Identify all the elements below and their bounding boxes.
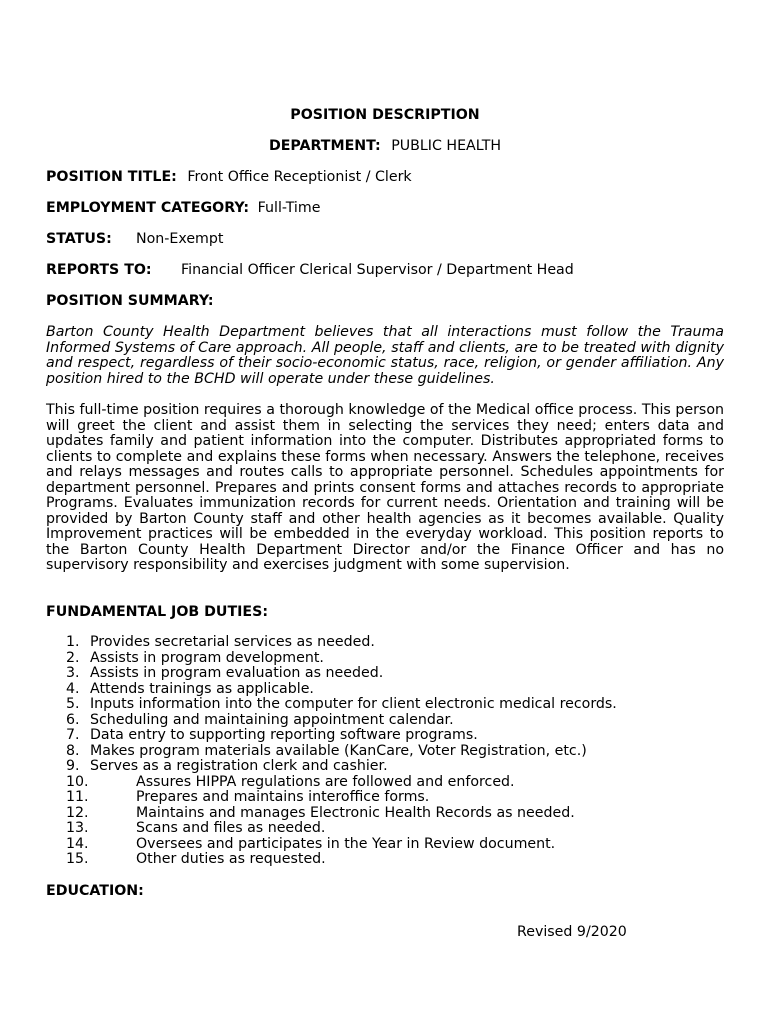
department-value: PUBLIC HEALTH	[391, 138, 502, 154]
list-item	[46, 682, 726, 698]
summary-italic-paragraph: Barton County Health Department believes that all interactions must follow the Trauma Informed Systems of Care approach. All people, staff and clients, are to be treated with dignity and respect, regardless of their socio-economic status, race, religion, or gender affiliation. Any position hired to the BCHD will operate under these guidelines.	[46, 324, 724, 387]
duty-text: Scans and files as needed.	[136, 820, 326, 836]
duty-number: 4.	[66, 680, 80, 697]
duty-text: Scheduling and maintaining appointment calendar.	[90, 711, 454, 728]
duty-number: 5.	[66, 696, 80, 712]
duty-number: 14.	[66, 835, 89, 852]
list-item	[46, 744, 726, 760]
position-title-line	[46, 169, 412, 186]
employment-category-value: Full-Time	[257, 200, 321, 216]
list-item	[46, 635, 726, 651]
list-item	[46, 666, 726, 682]
list-item	[46, 852, 726, 868]
duty-number: 12.	[66, 804, 89, 821]
duty-text: Other duties as requested.	[136, 851, 326, 867]
status-value: Non-Exempt	[136, 231, 224, 247]
summary-heading: POSITION SUMMARY:	[46, 293, 214, 309]
duty-text: Oversees and participates in the Year in Review document.	[136, 835, 556, 852]
summary-body-paragraph: This full-time position requires a thorough knowledge of the Medical office process. This person will greet the client and assist them in selecting the services they need; enters data and updates family and patient information into the computer. Distributes appropriated forms to clients to complete and explains these forms when necessary. Answers the telephone, receives and relays messages and routes calls to appropriate personnel. Schedules appointments for department personnel. Prepares and prints consent forms and attaches records to appropriate Programs. Evaluates immunization records for current needs. Orientation and training will be provided by Barton County staff and other health agencies as it becomes available. Quality Improvement practices will be embedded in the everyday workload. This position reports to the Barton County Health Department Director and/or the Finance Officer and has no supervisory responsibility and exercises judgment with some supervision.	[46, 402, 724, 573]
reports-to-label: REPORTS TO:	[46, 262, 152, 278]
list-item	[46, 837, 726, 853]
position-title-label: POSITION TITLE:	[46, 169, 177, 185]
duty-text: Assists in program evaluation as needed.	[90, 665, 384, 681]
list-item	[46, 651, 726, 667]
list-item	[46, 759, 726, 775]
revised-date: Revised 9/2020	[517, 924, 627, 940]
duty-text: Serves as a registration clerk and cashier.	[90, 758, 388, 774]
duty-text: Inputs information into the computer for client electronic medical records.	[90, 696, 617, 712]
duty-number: 11.	[66, 789, 89, 805]
list-item	[46, 775, 726, 791]
position-title-value: Front Office Receptionist / Clerk	[187, 169, 412, 185]
duty-text: Assists in program development.	[90, 649, 324, 666]
list-item	[46, 697, 726, 713]
duty-number: 7.	[66, 727, 80, 743]
duty-text: Attends trainings as applicable.	[90, 680, 314, 697]
employment-category-line	[46, 200, 320, 217]
list-item	[46, 790, 726, 806]
duty-text: Assures HIPPA regulations are followed and enforced.	[136, 773, 515, 790]
duty-number: 2.	[66, 649, 80, 666]
duty-number: 3.	[66, 665, 80, 681]
employment-category-label: EMPLOYMENT CATEGORY:	[46, 200, 250, 216]
duty-number: 8.	[66, 742, 80, 759]
list-item	[46, 806, 726, 822]
duty-number: 13.	[66, 820, 89, 836]
duty-text: Prepares and maintains interoffice forms.	[136, 789, 430, 805]
status-line	[46, 231, 112, 248]
department-line	[0, 138, 770, 155]
reports-to-value: Financial Officer Clerical Supervisor / Department Head	[181, 262, 574, 278]
duty-number: 10.	[66, 773, 89, 790]
duty-text: Data entry to supporting reporting software programs.	[90, 727, 478, 743]
list-item	[46, 821, 726, 837]
list-item	[46, 728, 726, 744]
duty-text: Makes program materials available (KanCare, Voter Registration, etc.)	[90, 742, 587, 759]
duty-number: 9.	[66, 758, 80, 774]
duty-number: 6.	[66, 711, 80, 728]
department-label: DEPARTMENT:	[268, 138, 381, 154]
duties-heading: FUNDAMENTAL JOB DUTIES:	[46, 604, 268, 620]
duty-text: Provides secretarial services as needed.	[90, 634, 375, 650]
duties-list	[46, 635, 726, 868]
document-title: POSITION DESCRIPTION	[290, 107, 480, 123]
duty-number: 1.	[66, 634, 80, 650]
list-item	[46, 713, 726, 729]
duty-number: 15.	[66, 851, 89, 867]
education-heading: EDUCATION:	[46, 883, 144, 899]
duty-text: Maintains and manages Electronic Health Records as needed.	[136, 804, 575, 821]
status-label: STATUS:	[46, 231, 112, 247]
